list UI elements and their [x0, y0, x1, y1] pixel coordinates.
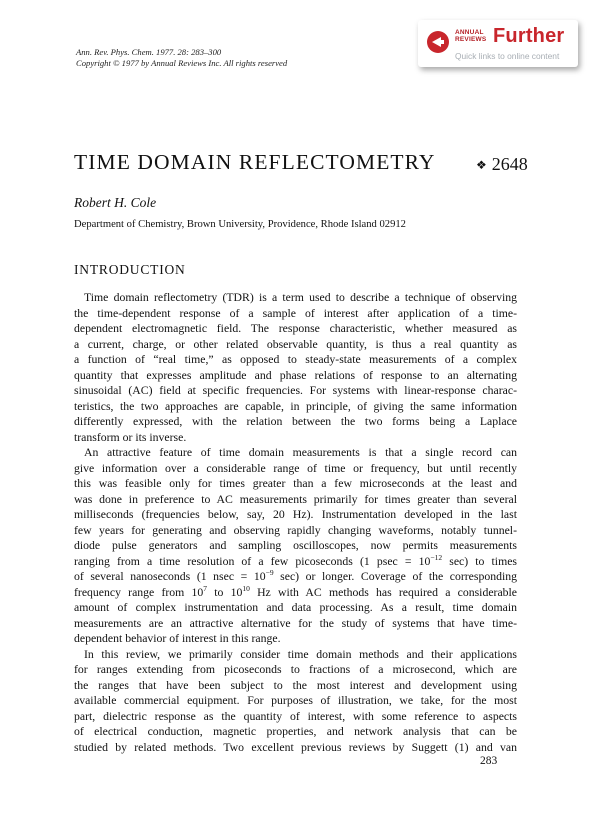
body-text: ranging from a time resolution of a few picoseconds (1 psec = 10 — [74, 554, 431, 568]
body-text: sec) or longer. Coverage of the corresponding — [273, 570, 517, 583]
exponent: −9 — [265, 568, 274, 577]
body-line: In this review, we primarily consider time domain methods and their applications — [84, 647, 517, 661]
body-line: a function of “real time,” as opposed to steady-state measurements of a complex — [74, 353, 517, 366]
body-line: diode pulse generators and sampling oscilloscopes, now permits measurements — [74, 539, 517, 552]
body-text: Hz with AC methods has required a considerable — [249, 585, 518, 599]
body-line: differently expressed, with the relation between the two forms being a Laplace — [74, 415, 517, 428]
further-annual-reviews-banner[interactable] — [418, 20, 578, 67]
article-ordinal — [476, 154, 528, 175]
author-name: Robert H. Cole — [74, 195, 157, 210]
journal-citation-line: Ann. Rev. Phys. Chem. 1977. 28: 283–300 — [76, 47, 222, 57]
body-text: to 10 — [207, 585, 243, 599]
body-line: the ranges that have been subject to the most interest and development using — [74, 678, 517, 692]
body-line: a current, charge, or other related observable quantity, is thus a real quantity as — [74, 337, 517, 351]
further-label: Further — [493, 25, 565, 47]
body-line: milliseconds (frequencies below, say, 20 Hz). Instrumentation developed in the last — [74, 508, 517, 521]
body-line: Time domain reflectometry (TDR) is a term used to describe a technique of observing — [84, 291, 517, 304]
body-line: was done in preference to AC measurements primarily for times greater than several — [74, 492, 517, 506]
body-line: for ranges extending from picoseconds to fractions of a microsecond, which are — [74, 663, 517, 676]
body-line-with-exponent — [74, 585, 517, 601]
body-line: few years for generating and observing rapidly changing waveforms, notably tunnel- — [74, 523, 517, 537]
exponent: 10 — [242, 583, 250, 593]
reviews-word: REVIEWS — [455, 36, 487, 43]
body-line-with-exponent — [74, 569, 517, 585]
body-line: An attractive feature of time domain measurements is that a single record can — [84, 446, 517, 459]
body-line: dependent behavior of interest in this range. — [74, 632, 281, 645]
body-line: the time-dependent response of a sample of interest after application of a time- — [74, 306, 517, 320]
body-line: studied by related methods. Two excellent previous reviews by Suggett (1) and van — [74, 740, 517, 754]
annual-reviews-logo-text — [455, 29, 486, 43]
body-line: teristics, the two approaches are capable, in principle, of giving the same information — [74, 399, 517, 413]
body-line: transform or its inverse. — [74, 430, 187, 444]
body-line: of electrical conduction, magnetic properties, and network analysis that can be — [74, 725, 517, 738]
page-number: 283 — [480, 755, 498, 767]
ordinal-number: 2648 — [491, 154, 528, 174]
body-line: amount of complex instrumentation and data processing. As a result, time domain — [74, 601, 517, 614]
quick-links-label: Quick links to online content — [455, 51, 560, 61]
back-arrow-icon — [427, 31, 449, 53]
exponent: −12 — [430, 552, 443, 562]
body-line: quantity that expresses amplitude and phase relations of response to an alternating — [74, 368, 517, 382]
body-line: this was feasible only for times greater than a few microseconds at the least and — [74, 477, 517, 490]
body-line: give information over a considerable range of time or frequency, but until recently — [74, 461, 517, 475]
body-line-with-exponent — [74, 554, 517, 570]
journal-citation — [76, 47, 287, 69]
body-line: sinusoidal (AC) field at specific frequencies. For systems with linear-response charac- — [74, 384, 517, 397]
author-affiliation: Department of Chemistry, Brown University, Providence, Rhode Island 02912 — [74, 219, 406, 230]
body-line: part, dielectric response as the quantity of interest, with some reference to aspects — [74, 709, 517, 723]
article-body — [74, 290, 517, 755]
body-line: measurements are an attractive alternative for the study of systems that have time- — [74, 616, 517, 630]
body-text: sec) to times — [442, 554, 518, 568]
body-text: frequency range from 10 — [74, 585, 204, 599]
exponent: 7 — [203, 583, 208, 593]
body-text: of several nanoseconds (1 nsec = 10 — [74, 570, 266, 583]
article-title: TIME DOMAIN REFLECTOMETRY — [74, 150, 436, 174]
body-line: available commercial equipment. For purposes of illustration, we take, for the most — [74, 694, 517, 707]
body-line: dependent electromagnetic field. The response characteristic, whether measured as — [74, 322, 517, 335]
ornament-icon: ❖ — [476, 158, 487, 172]
copyright-line: Copyright © 1977 by Annual Reviews Inc. All rights reserved — [76, 58, 288, 68]
section-heading: INTRODUCTION — [74, 262, 186, 277]
annual-word: ANNUAL — [455, 29, 484, 36]
